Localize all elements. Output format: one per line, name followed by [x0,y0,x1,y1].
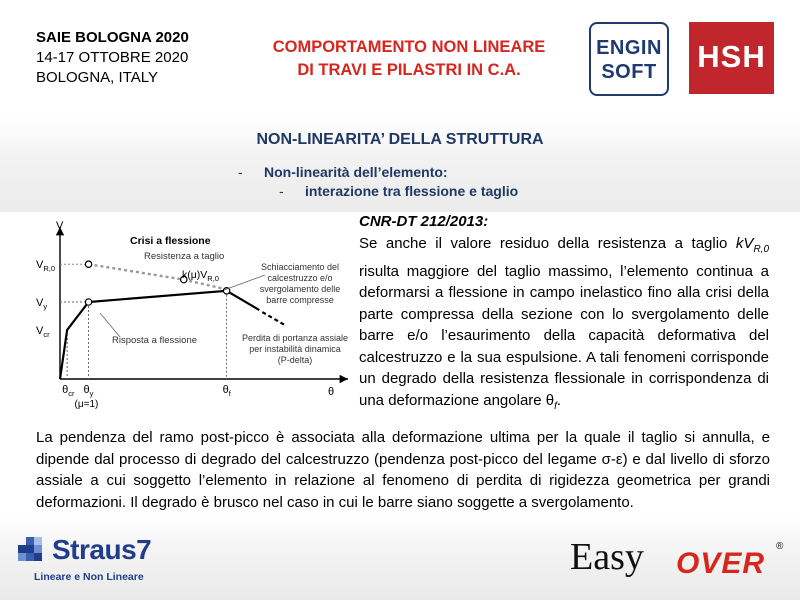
y-tick-vy: $V_y$ [36,297,48,311]
bullet-level1 [238,164,448,180]
reference-title: CNR-DT 212/2013: [359,213,489,230]
legend-flexure: Risposta a flessione [112,335,198,346]
x-tick-thy: $\theta_y$ [83,384,94,398]
legend-shear: Resistenza a taglio [144,251,225,262]
x-tick-thcr: $\theta_{cr}$ [62,384,75,398]
bullet-dash: - [238,164,243,180]
chart-layer [36,220,348,410]
easyover-logo-over: OVER [676,547,766,580]
event-dates: 14-17 OTTOBRE 2020 [36,49,189,66]
yield-point [85,299,91,305]
annotation-crushing-1: Schiacciamento del [260,262,340,272]
slide-title [225,36,593,82]
post-peak-dashed-line [262,312,286,326]
enginsoft-logo [589,22,669,96]
paragraph-2: La pendenza del ramo post-picco è associata alla deformazione ultima per la quale il taglio si annulla, e dipende dal processo di degrado del calcestruzzo (pendenza post-picco del legame σ-ε) e dal livello di sforzo assiale a cui soggetto l’elemento in relazione al fenomeno di perdita di rigidezza geometrica per grandi deformazioni. Il degrado è brusco nel caso in cui le barre siano soggette a svergolamento. [36,429,770,511]
straus7-logo [18,534,188,589]
bullet-level2 [279,183,518,199]
bullet-level2-text: interazione tra flessione e taglio [305,183,519,199]
annotation-crushing-2: calcestruzzo e/o [267,273,333,283]
x-axis-label: θ [328,386,335,398]
bullet-level1-text: Non-linearità dell’elemento: [264,164,448,180]
slide-title-line1: COMPORTAMENTO NON LINEARE [272,38,546,56]
section-title: NON-LINEARITA’ DELLA STRUTTURA [256,131,544,148]
straus7-logo-text: Straus7 [52,534,152,565]
chart-title: Crisi a flessione [130,235,211,247]
annotation-crushing-4: barre compresse [266,295,334,305]
easyover-logo [570,535,790,585]
shear-start-point [85,261,91,267]
easyover-logo-easy: Easy [570,536,644,578]
y-tick-vr0: $V_{R,0}$ [36,259,56,274]
bullet-dash: - [279,183,284,199]
event-info [36,28,189,88]
registered-mark: ® [776,541,784,552]
paragraph-1 [359,233,769,417]
x-tick-mu: (μ=1) [74,399,99,410]
straus7-logo-subtitle: Lineare e Non Lineare [34,571,144,583]
enginsoft-logo-line2: SOFT [601,61,657,83]
event-name: SAIE BOLOGNA 2020 [36,29,189,46]
hsh-logo [689,22,774,94]
event-location: BOLOGNA, ITALY [36,69,158,86]
y-axis-label: V [56,220,64,232]
annotation-kvr0: $k(\mu)V_{R,0}$ [182,269,219,283]
paragraph-1-text: Se anche il valore residuo della resistenza a taglio $kV_{R,0}$ risulta maggiore del taglio massimo, l’elemento continua a deformarsi a flessione in campo inelastico fino alla crisi della parte compressa della sezione con lo svergolamento delle barre e/o l’esaurimento della capacità deformativa del calcestruzzo e la sua espulsione. A tali fenomeni corrisponde un degrado della resistenza flessionale in corrispondenza di una deformazione angolare $\theta_f$. [359,235,769,412]
legend-flexure-leader [100,313,120,337]
enginsoft-logo-line1: ENGIN [596,37,662,59]
annotation-axial-7: (P-delta) [277,355,313,365]
x-tick-thf: $\theta_f$ [222,384,231,398]
annotation-crushing-3: svergolamento delle [259,284,341,294]
annotation-axial-5: Perdita di portanza assiale [241,333,349,343]
post-peak-line [227,291,260,310]
straus7-logo-icon [18,537,50,569]
annotation-axial-6: per instabilità dinamica [249,344,341,354]
slide-title-line2: DI TRAVI E PILASTRI IN C.A. [297,61,521,79]
hsh-logo-text: HSH [697,39,766,74]
y-tick-vcr: $V_{cr}$ [36,325,50,339]
